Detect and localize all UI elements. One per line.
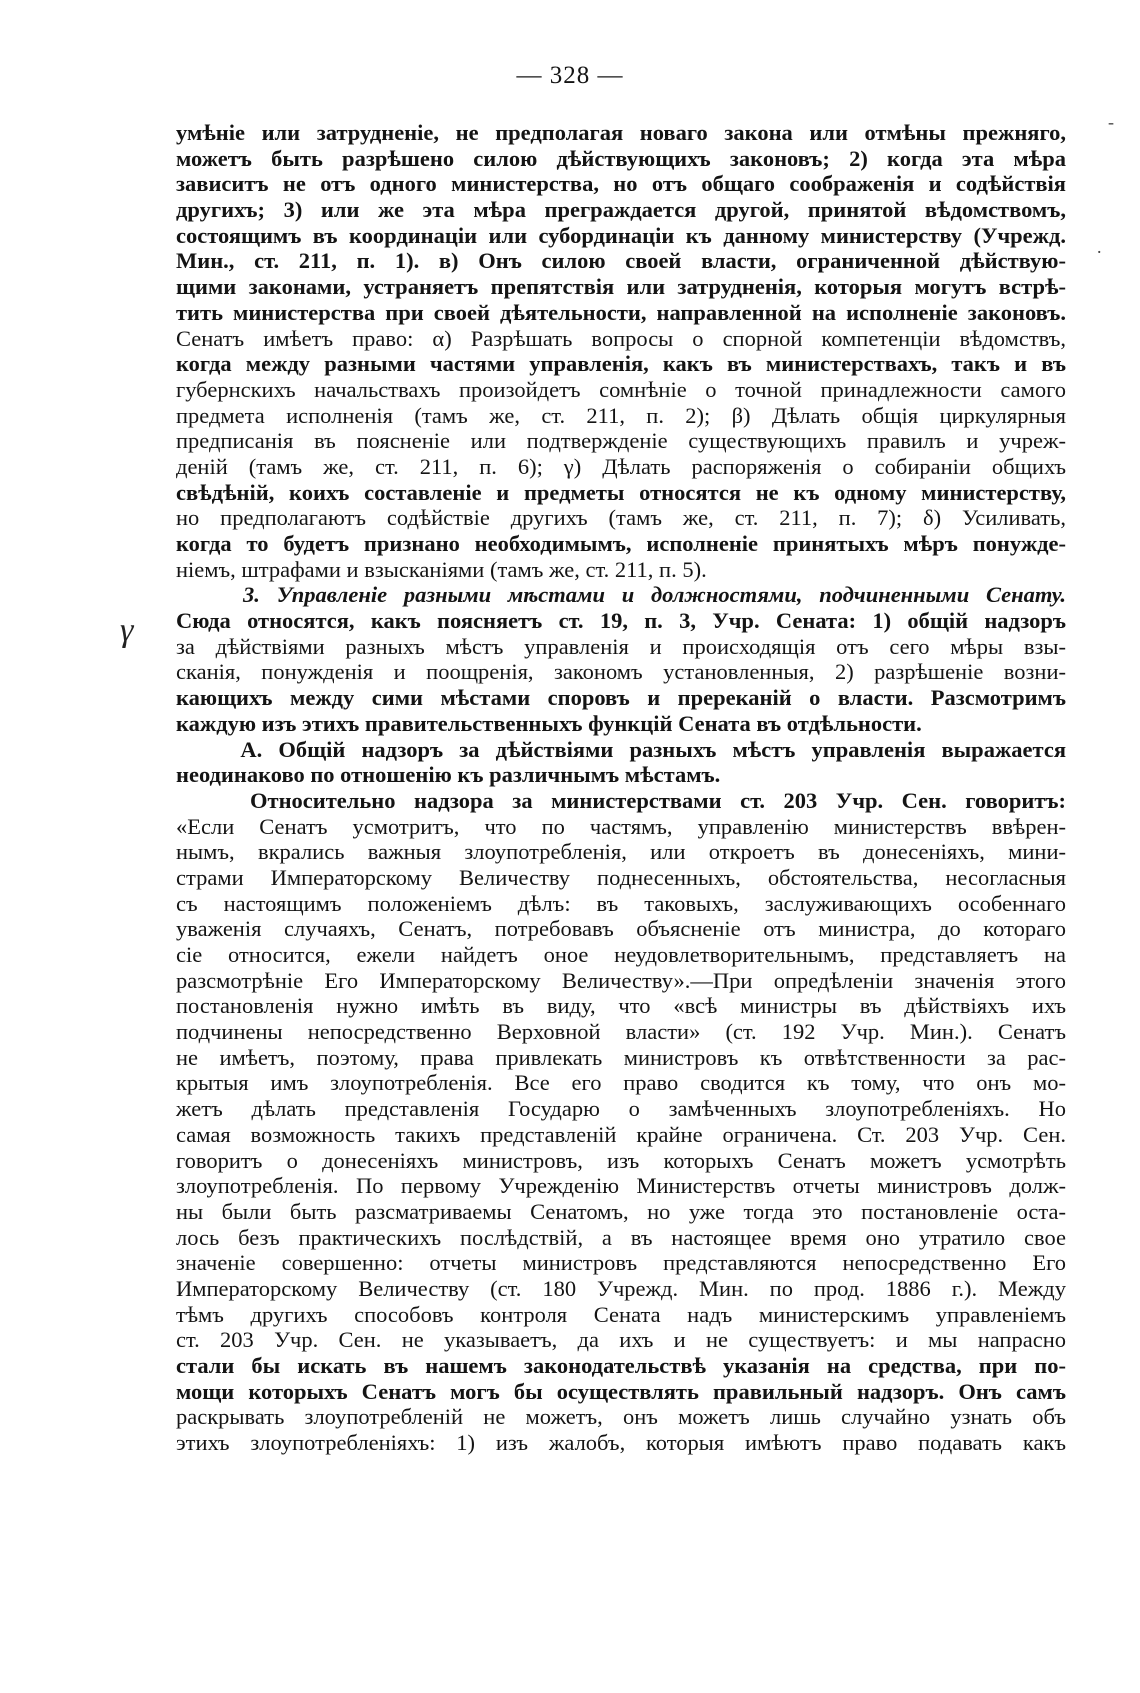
text-line: Относительно надзора за министерствами ст. 203 Учр. Сен. говоритъ: (176, 787, 1066, 813)
text-line: губернскихъ начальствахъ произойдетъ сомнѣніе о точной принадлежности самого (176, 376, 1066, 402)
text-line: Сенатъ имѣетъ право: α) Разрѣшать вопросы о спорной компетенціи вѣдомствъ, (176, 325, 1066, 351)
margin-dash: - (1108, 112, 1114, 132)
text-line: состоящимъ въ координаціи или субординаціи къ данному министерству (Учрежд. (176, 222, 1066, 248)
text-line: постановленія нужно имѣть въ виду, что «всѣ министры въ дѣйствіяхъ ихъ (176, 993, 1066, 1019)
section-heading: 3. Управленіе разными мѣстами и должностями, подчиненными Сенату. (176, 582, 1066, 608)
text-line: каждую изъ этихъ правительственныхъ функцій Сената въ отдѣльности. (176, 710, 922, 736)
text-line: свѣдѣній, коихъ составленіе и предметы относятся не къ одному министерству, (176, 479, 1066, 505)
text-line: этихъ злоупотребленіяхъ: 1) изъ жалобъ, которыя имѣютъ право подавать какъ (176, 1430, 1066, 1456)
text-line: сіе относится, ежели найдетъ оное неудовлетворительнымъ, представляетъ на (176, 942, 1066, 967)
text-line: не имѣетъ, поэтому, права привлекать министровъ къ отвѣтственности за рас- (176, 1044, 1066, 1070)
text-line: сканія, понужденія и поощренія, закономъ установленныя, 2) разрѣшеніе возни- (176, 659, 1066, 685)
text-line: умѣніе или затрудненіе, не предполагая новаго закона или отмѣны прежняго, (176, 120, 1066, 145)
text-line: съ настоящимъ положеніемъ дѣлъ: въ таковыхъ, заслуживающихъ особеннаго (176, 890, 1066, 916)
text-line: А. Общій надзоръ за дѣйствіями разныхъ мѣстъ управленія выражается (176, 736, 1066, 762)
text-line: нымъ, вкрались важныя злоупотребленія, или откроетъ въ донесеніяхъ, мини- (176, 839, 1066, 865)
text-line: когда между разными частями управленія, какъ въ министерствахъ, такъ и въ (176, 351, 1066, 377)
text-line: мощи которыхъ Сенатъ могъ бы осуществлять правильный надзоръ. Онъ самъ (176, 1378, 1066, 1404)
text-line: за дѣйствіями разныхъ мѣстъ управленія и происходящія отъ сего мѣры взы- (176, 633, 1066, 659)
text-line: значеніе совершенно: отчеты министровъ представляются непосредственно Его (176, 1250, 1066, 1276)
text-line: ніемъ, штрафами и взысканіями (тамъ же, ст. 211, п. 5). (176, 556, 707, 582)
text-line: тѣмъ другихъ способовъ контроля Сената надъ министерскимъ управленіемъ (176, 1301, 1066, 1327)
text-line: злоупотребленія. По первому Учрежденію Министерствъ отчеты министровъ долж- (176, 1173, 1066, 1199)
text-line: стали бы искать въ нашемъ законодательствѣ указанія на средства, при по- (176, 1353, 1066, 1378)
text-line: разсмотрѣніе Его Императорскому Величеству».—При опредѣленіи значенія этого (176, 967, 1066, 993)
text-line: кающихъ между сими мѣстами споровъ и пререканій о власти. Разсмотримъ (176, 685, 1066, 711)
text-line: самая возможность такихъ представленій крайне ограничена. Ст. 203 Учр. Сен. (176, 1121, 1066, 1147)
page-number: — 328 — (516, 62, 624, 89)
text-line: можетъ быть разрѣшено силою дѣйствующихъ законовъ; 2) когда эта мѣра (176, 145, 1066, 171)
text-line: «Если Сенатъ усмотритъ, что по частямъ, управленію министерствъ ввѣрен- (176, 813, 1066, 839)
text-line: другихъ; 3) или же эта мѣра преграждается другой, принятой вѣдомствомъ, (176, 197, 1066, 223)
text-line: подчинены непосредственно Верховной власти» (ст. 192 Учр. Мин.). Сенатъ (176, 1019, 1066, 1045)
text-line: Мин., ст. 211, п. 1). в) Онъ силою своей власти, ограниченной дѣйствую- (176, 248, 1066, 274)
text-line: когда то будетъ признано необходимымъ, исполненіе принятыхъ мѣръ понужде- (176, 531, 1066, 556)
text-line: ст. 203 Учр. Сен. не указываетъ, да ихъ и не существуетъ: и мы напрасно (176, 1327, 1066, 1353)
text-line: щими законами, устраняетъ препятствія или затрудненія, которыя могутъ встрѣ- (176, 274, 1066, 300)
text-line: но предполагаютъ содѣйствіе другихъ (тамъ же, ст. 211, п. 7); δ) Усиливать, (176, 505, 1066, 531)
text-line: ны были быть разсматриваемы Сенатомъ, но уже тогда это постановленіе оста- (176, 1198, 1066, 1224)
text-line: тить министерства при своей дѣятельности, направленной на исполненіе законовъ. (176, 299, 1066, 325)
text-line: раскрывать злоупотребленій не можетъ, онъ можетъ лишь случайно узнать объ (176, 1404, 1066, 1430)
text-line: говоритъ о донесеніяхъ министровъ, изъ которыхъ Сенатъ можетъ усмотрѣть (176, 1147, 1066, 1173)
text-line: жетъ дѣлать представленія Государю о замѣченныхъ злоупотребленіяхъ. Но (176, 1096, 1066, 1122)
text-line: предписанія въ поясненіе или подтвержденіе существующихъ правилъ и учреж- (176, 428, 1066, 454)
text-line: неодинаково по отношенію къ различнымъ мѣстамъ. (176, 762, 721, 788)
text-line: лось безъ практическихъ послѣдствій, а въ настоящее время оно утратило свое (176, 1224, 1066, 1250)
body-text (176, 120, 1066, 1456)
margin-annotation-mark: γ (120, 612, 134, 649)
text-line: крытыя имъ злоупотребленія. Все его право сводится къ тому, что онъ мо- (176, 1070, 1066, 1096)
text-line: Императорскому Величеству (ст. 180 Учрежд. Мин. по прод. 1886 г.). Между (176, 1275, 1066, 1301)
text-line: предмета исполненія (тамъ же, ст. 211, п. 2); β) Дѣлать общія циркулярныя (176, 402, 1066, 428)
text-line: страми Императорскому Величеству поднесенныхъ, обстоятельства, несогласныя (176, 864, 1066, 890)
text-line: уваженія случаяхъ, Сенатъ, потребовавъ объясненіе отъ министра, до котораго (176, 916, 1066, 942)
text-line: Сюда относятся, какъ поясняетъ ст. 19, п. 3, Учр. Сената: 1) общій надзоръ (176, 608, 1066, 634)
text-line: зависитъ не отъ одного министерства, но отъ общаго соображенія и содѣйствія (176, 171, 1066, 197)
text-line: деній (тамъ же, ст. 211, п. 6); γ) Дѣлать распоряженія о собираніи общихъ (176, 453, 1066, 479)
margin-dot: . (1097, 237, 1102, 257)
